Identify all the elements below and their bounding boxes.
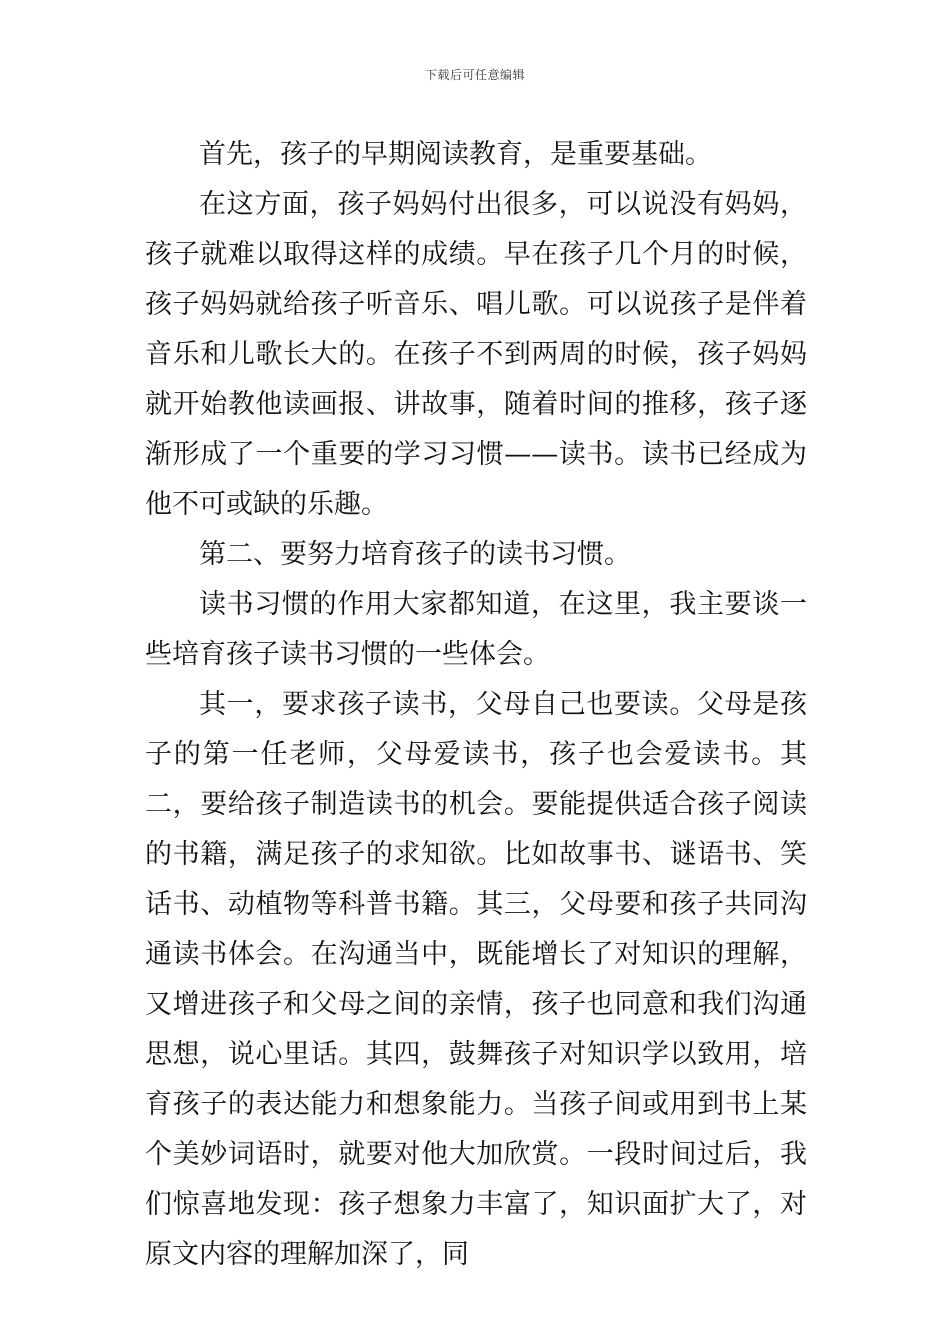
paragraph-second-point: 第二、要努力培育孩子的读书习惯。 bbox=[199, 539, 631, 570]
paragraph-experiences: 其一，要求孩子读书，父母自己也要读。父母是孩子的第一任老师，父母爱读书，孩子也会爱读书。其二，要给孩子制造读书的机会。要能提供适合孩子阅读的书籍，满足孩子的求知欲。比如故事书、谜语书、笑话书、动植物等科普书籍。其三，父母要和孩子共同沟通读书体会。在沟通当中，既能增长了对知识的理解，又增进孩子和父母之间的亲情，孩子也同意和我们沟通思想，说心里话。其四，鼓舞孩子对知识学以致用，培育孩子的表达能力和想象能力。当孩子间或用到书上某个美妙词语时，就要对他大加欣赏。一段时间过后，我们惊喜地发现：孩子想象力丰富了，知识面扩大了，对原文内容的理解加深了，同 bbox=[145, 689, 807, 1270]
paragraph-mother-role: 在这方面，孩子妈妈付出很多，可以说没有妈妈，孩子就难以取得这样的成绩。早在孩子几个月的时候，孩子妈妈就给孩子听音乐、唱儿歌。可以说孩子是伴着音乐和儿歌长大的。在孩子不到两周的时候，孩子妈妈就开始教他读画报、讲故事，随着时间的推移，孩子逐渐形成了一个重要的学习习惯——读书。读书已经成为他不可或缺的乐趣。 bbox=[145, 189, 807, 520]
paragraph-early-reading: 首先，孩子的早期阅读教育，是重要基础。 bbox=[199, 139, 712, 170]
header-note: 下载后可任意编辑 bbox=[424, 68, 525, 82]
paragraph-reading-habit: 读书习惯的作用大家都知道，在这里，我主要谈一些培育孩子读书习惯的一些体会。 bbox=[145, 589, 807, 670]
body-text bbox=[145, 130, 807, 1280]
